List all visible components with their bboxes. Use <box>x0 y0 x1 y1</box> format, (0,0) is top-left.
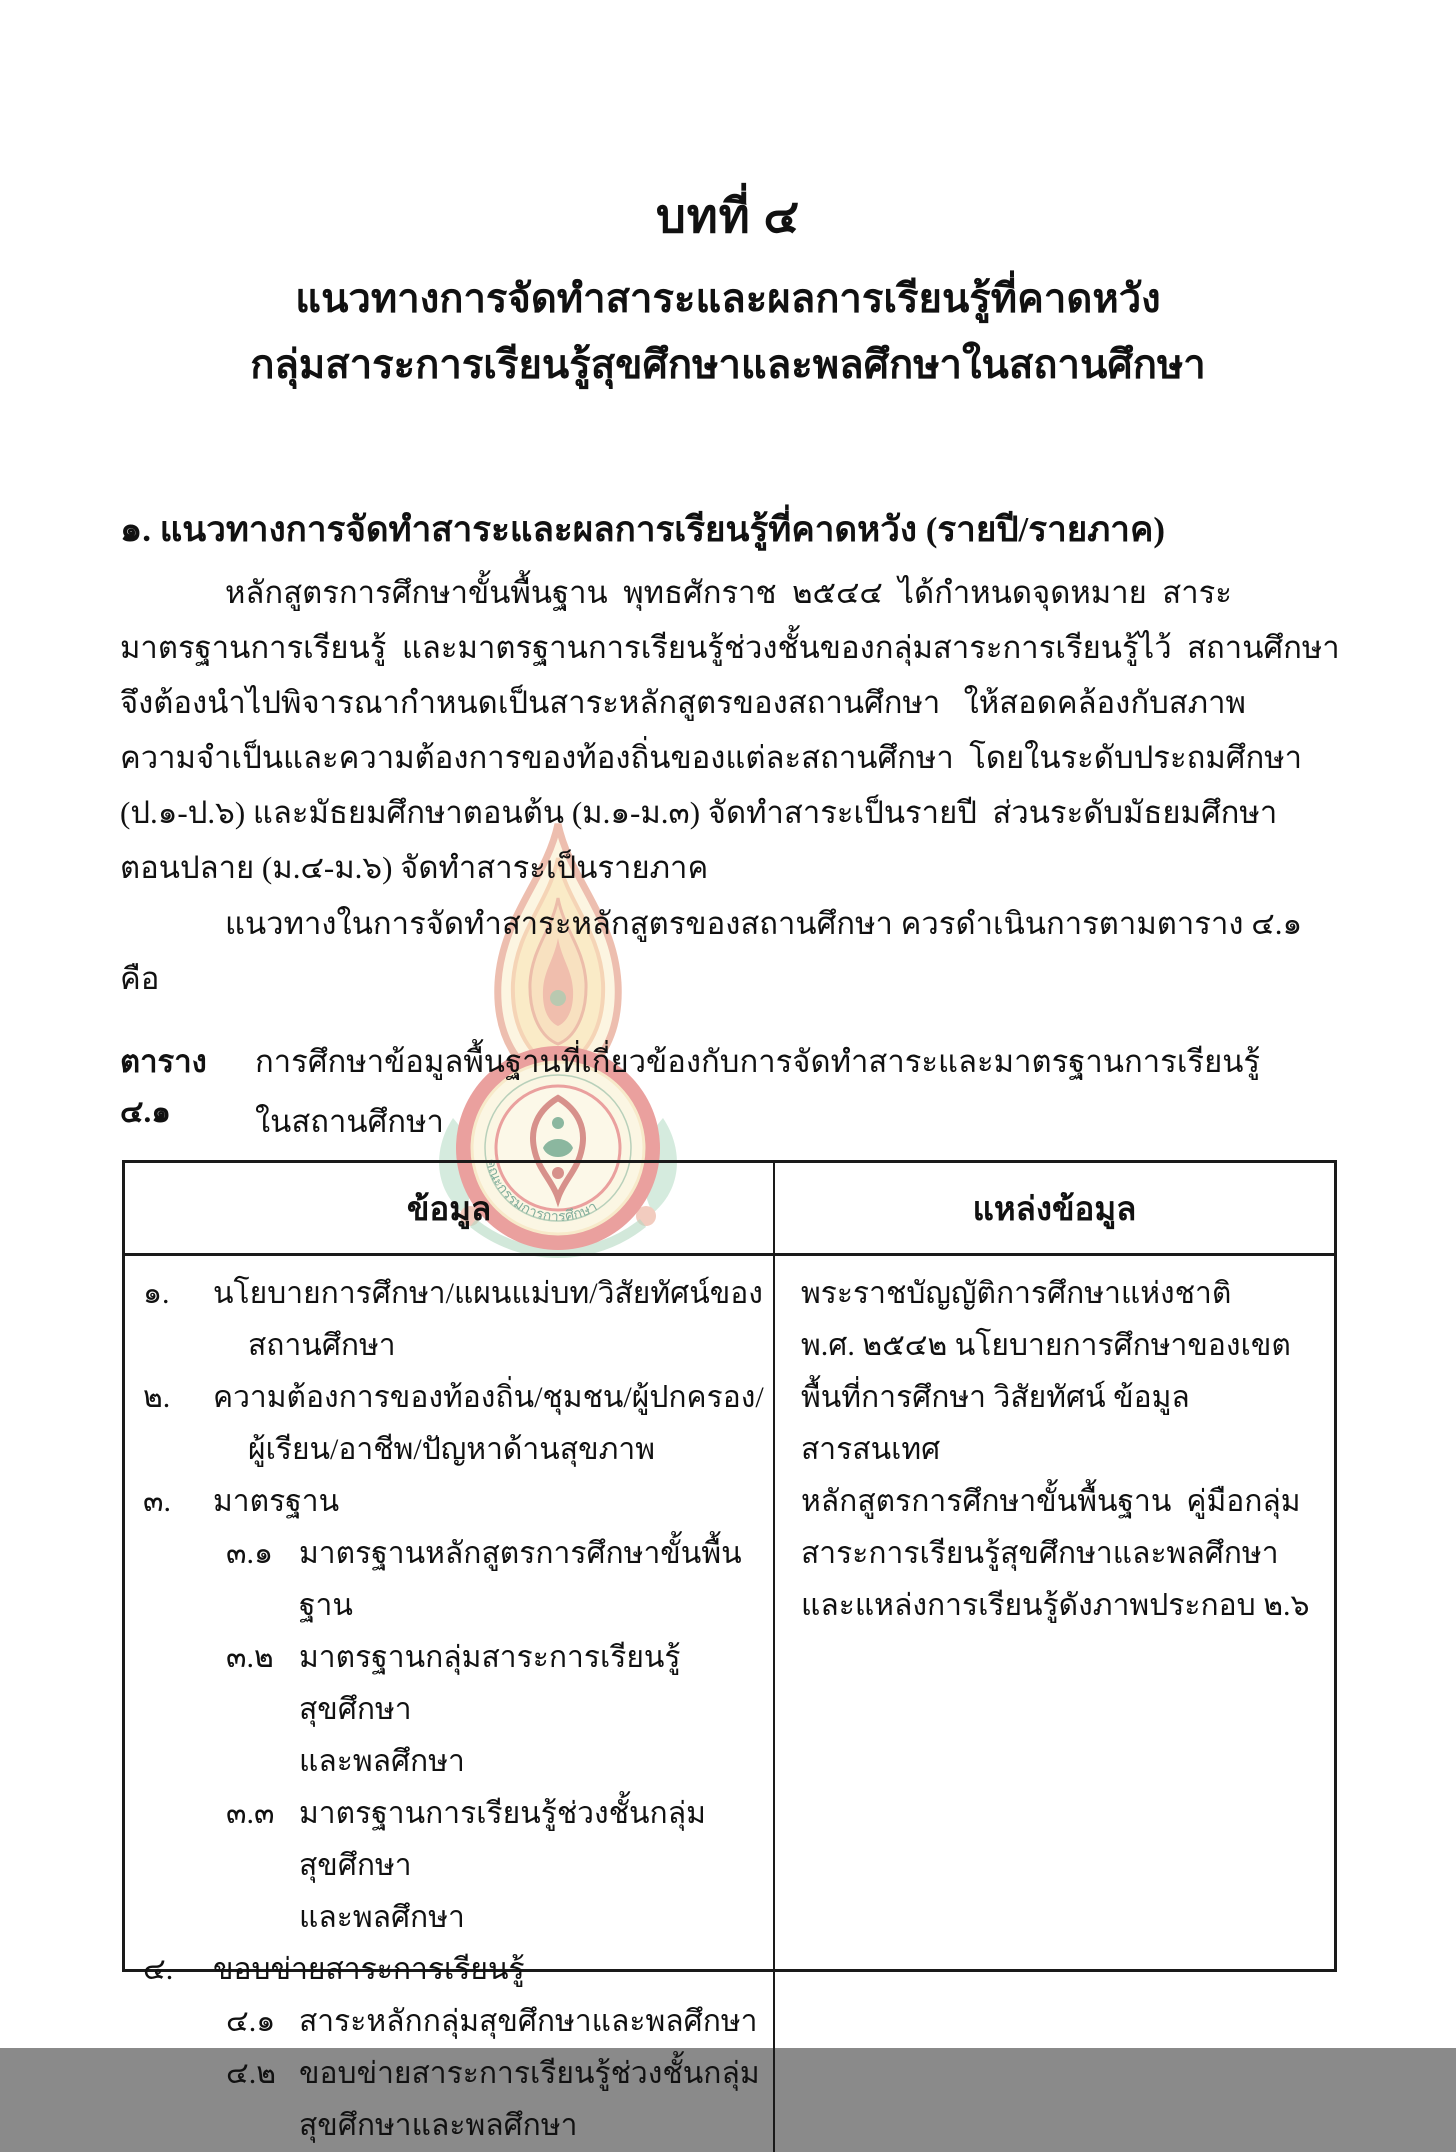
table-cell-source <box>775 1256 1334 2152</box>
list-item: ๑. นโยบายการศึกษา/แผนแม่บท/วิสัยทัศน์ของ <box>143 1277 763 1310</box>
source-line: และแหล่งการเรียนรู้ดังภาพประกอบ ๒.๖ <box>801 1589 1310 1622</box>
paragraph-2 <box>120 896 1345 1006</box>
source-line: พื้นที่การศึกษา วิสัยทัศน์ ข้อมูลสารสนเทศ <box>801 1381 1190 1466</box>
table-body-row <box>125 1256 1334 2152</box>
data-sources-table <box>122 1160 1337 2142</box>
list-subitem: ๓.๒ มาตรฐานกลุ่มสาระการเรียนรู้สุขศึกษา <box>226 1641 681 1726</box>
chapter-title: บทที่ ๔ <box>655 191 801 243</box>
section-heading: ๑. แนวทางการจัดทำสาระและผลการเรียนรู้ที่คาดหวัง (รายปี/รายภาค) <box>120 510 1166 549</box>
list-subitem-wrap: สุขศึกษาและพลศึกษา <box>299 2109 578 2142</box>
paragraph-line: มาตรฐานการเรียนรู้ และมาตรฐานการเรียนรู้ช่วงชั้นของกลุ่มสาระการเรียนรู้ไว้ สถานศึกษา <box>120 630 1340 665</box>
emblem-ring-text: คณะกรรมการการศึกษา <box>481 1157 601 1226</box>
list-subitem: ๓.๑ มาตรฐานหลักสูตรการศึกษาขั้นพื้นฐาน <box>226 1537 742 1622</box>
paragraph-line: ตอนปลาย (ม.๔-ม.๖) จัดทำสาระเป็นรายภาค <box>120 850 709 885</box>
list-item-wrap: ผู้เรียน/อาชีพ/ปัญหาด้านสุขภาพ <box>248 1433 655 1466</box>
paragraph-line: แนวทางในการจัดทำสาระหลักสูตรของสถานศึกษา ควรดำเนินการตามตาราง ๔.๑ <box>225 906 1303 941</box>
table-cell-data <box>125 1256 775 2152</box>
table-caption-label: ตาราง ๔.๑ <box>120 1044 207 1129</box>
paragraph-1 <box>120 565 1345 895</box>
source-line: สาระการเรียนรู้สุขศึกษาและพลศึกษา <box>801 1537 1279 1570</box>
table-header-row <box>125 1163 1334 1256</box>
source-line: พระราชบัญญัติการศึกษาแห่งชาติ <box>801 1277 1232 1310</box>
table-header-data: ข้อมูล <box>125 1163 775 1253</box>
source-line: พ.ศ. ๒๕๔๒ นโยบายการศึกษาของเขต <box>801 1329 1291 1362</box>
table-header-source: แหล่งข้อมูล <box>972 1191 1137 1228</box>
list-subitem-wrap: และพลศึกษา <box>299 1901 465 1934</box>
list-item: ๓. มาตรฐาน <box>143 1485 340 1518</box>
list-item: ๔. ขอบข่ายสาระการเรียนรู้ <box>143 1953 525 1986</box>
list-item: ๒. ความต้องการของท้องถิ่น/ชุมชน/ผู้ปกครอง/ <box>143 1381 764 1414</box>
paragraph-line: หลักสูตรการศึกษาขั้นพื้นฐาน พุทธศักราช ๒๕๔๔ ได้กำหนดจุดหมาย สาระ <box>225 575 1232 610</box>
list-subitem: ๔.๑ สาระหลักกลุ่มสุขศึกษาและพลศึกษา <box>226 2005 758 2038</box>
paragraph-line: จึงต้องนำไปพิจารณากำหนดเป็นสาระหลักสูตรของสถานศึกษา ให้สอดคล้องกับสภาพ <box>120 685 1246 720</box>
paragraph-line: คือ <box>120 961 160 996</box>
table-caption-text: การศึกษาข้อมูลพื้นฐานที่เกี่ยวข้องกับการจัดทำสาระและมาตรฐานการเรียนรู้ <box>255 1044 1261 1079</box>
paragraph-line: ความจำเป็นและความต้องการของท้องถิ่นของแต่ละสถานศึกษา โดยในระดับประถมศึกษา <box>120 740 1303 775</box>
list-item-wrap: สถานศึกษา <box>248 1329 396 1362</box>
table-caption-text-line2: ในสถานศึกษา <box>255 1104 444 1139</box>
source-line: หลักสูตรการศึกษาขั้นพื้นฐาน คู่มือกลุ่ม <box>801 1485 1301 1518</box>
paragraph-line: (ป.๑-ป.๖) และมัธยมศึกษาตอนต้น (ม.๑-ม.๓) จัดทำสาระเป็นรายปี ส่วนระดับมัธยมศึกษา <box>120 795 1278 830</box>
doc-subtitle-line1: แนวทางการจัดทำสาระและผลการเรียนรู้ที่คาดหวัง <box>295 276 1161 321</box>
list-subitem-wrap: และพลศึกษา <box>299 1745 465 1778</box>
list-subitem: ๓.๓ มาตรฐานการเรียนรู้ช่วงชั้นกลุ่มสุขศึกษา <box>226 1797 706 1882</box>
doc-subtitle-line2: กลุ่มสาระการเรียนรู้สุขศึกษาและพลศึกษาในสถานศึกษา <box>250 342 1206 387</box>
list-subitem: ๔.๒ ขอบข่ายสาระการเรียนรู้ช่วงชั้นกลุ่ม <box>226 2057 760 2090</box>
